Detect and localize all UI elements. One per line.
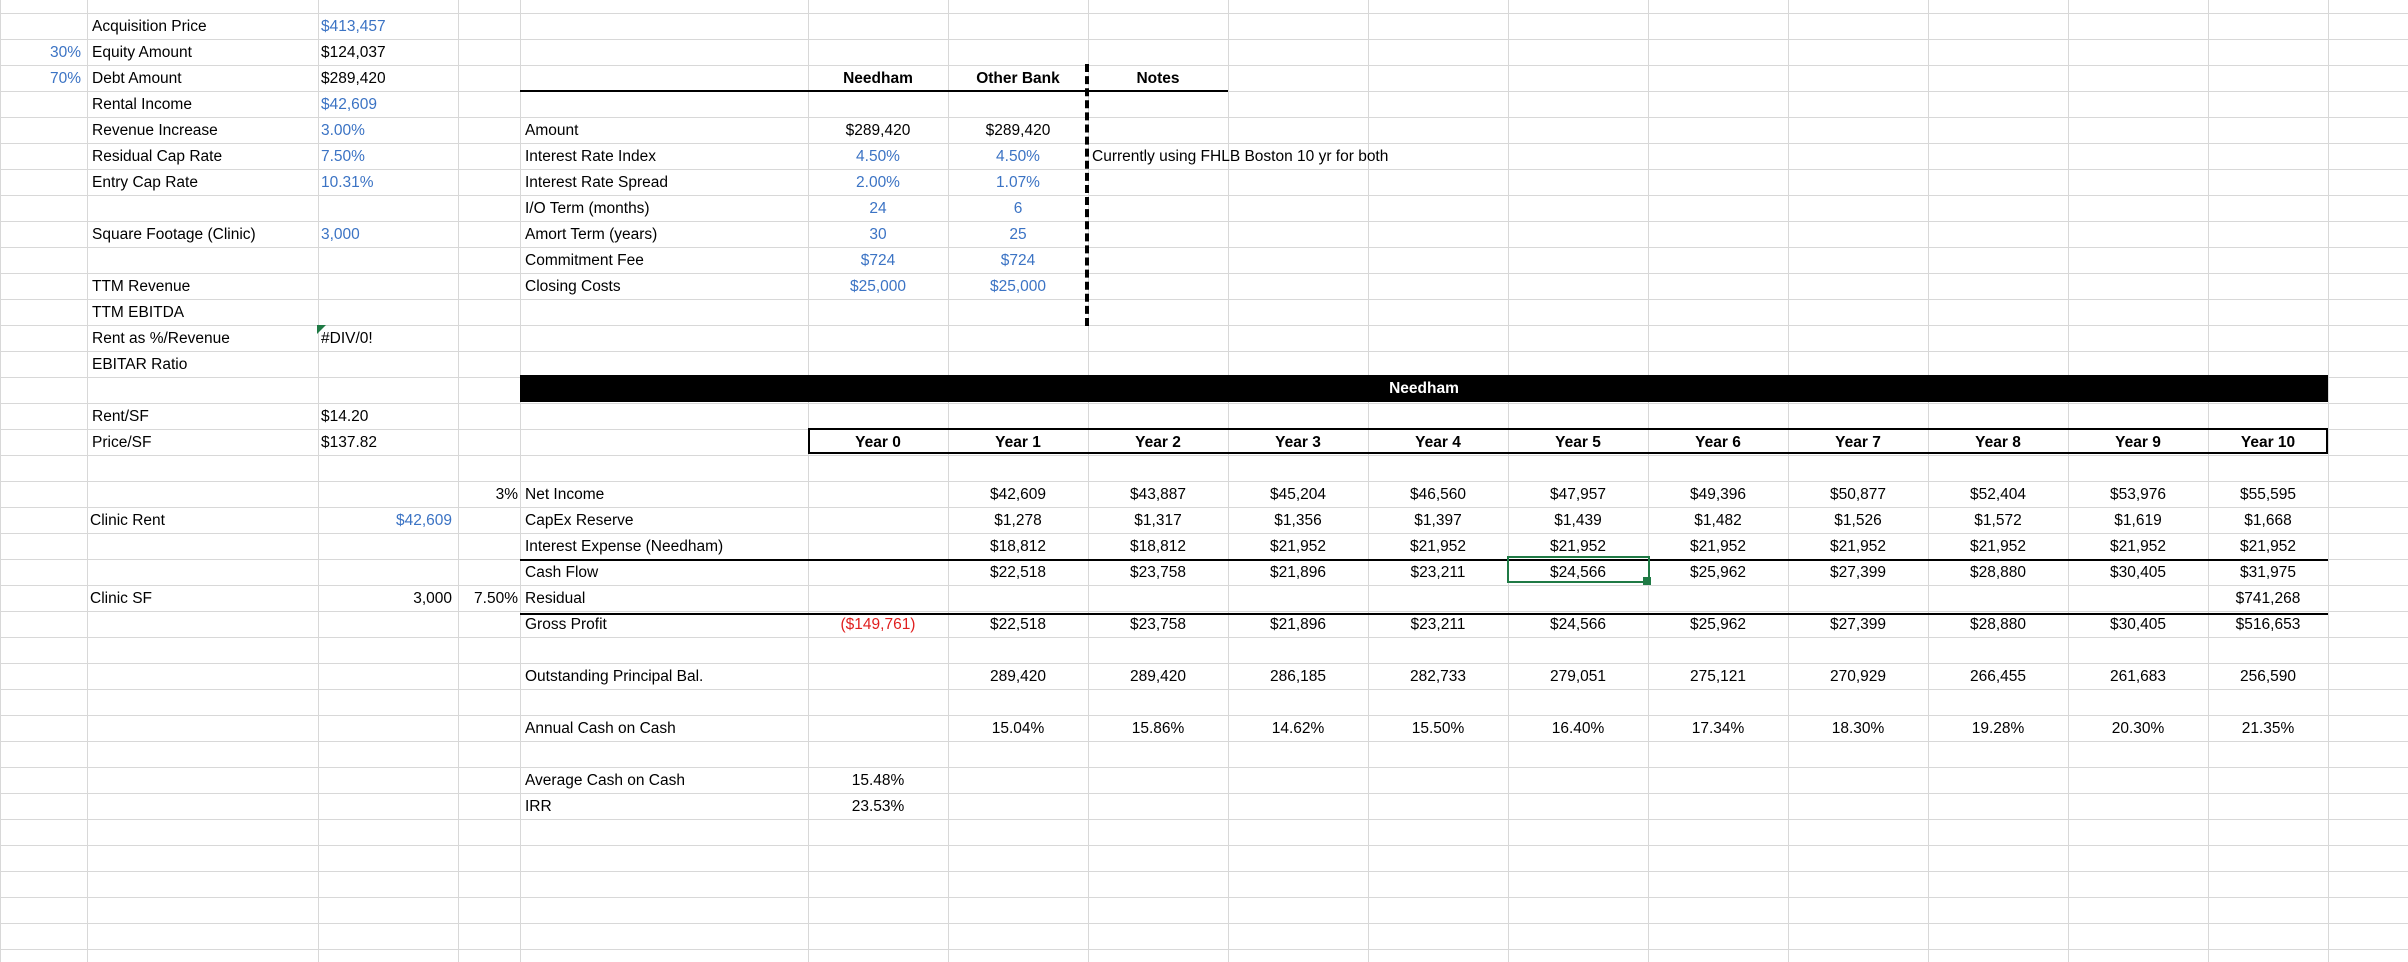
projection-cell[interactable]: ($149,761)	[840, 616, 916, 633]
coc-cell[interactable]: 15.50%	[1411, 720, 1465, 737]
summary-value[interactable]: 15.48%	[851, 772, 905, 789]
projection-cell[interactable]: $30,405	[2109, 616, 2167, 633]
assumption-pct[interactable]: 30%	[49, 44, 81, 61]
principal-cell[interactable]: 261,683	[2109, 668, 2167, 685]
assumption-label[interactable]: Equity Amount	[92, 44, 192, 61]
assumption-label[interactable]: Rental Income	[92, 96, 192, 113]
projection-cell[interactable]: $22,518	[989, 616, 1047, 633]
projection-cell[interactable]: $1,397	[1414, 512, 1462, 529]
projection-cell[interactable]: $1,619	[2114, 512, 2162, 529]
financing-other-value[interactable]: $289,420	[985, 122, 1051, 139]
projection-cell[interactable]: $46,560	[1409, 486, 1467, 503]
principal-cell[interactable]: 286,185	[1269, 668, 1327, 685]
projection-cell[interactable]: $53,976	[2109, 486, 2167, 503]
assumption-label[interactable]: Revenue Increase	[92, 122, 218, 139]
projection-cell[interactable]: $1,317	[1134, 512, 1182, 529]
coc-cell[interactable]: 17.34%	[1691, 720, 1745, 737]
financing-other-value[interactable]: 25	[1009, 226, 1027, 243]
projection-cell[interactable]: $27,399	[1829, 616, 1887, 633]
coc-label[interactable]: Annual Cash on Cash	[525, 720, 676, 737]
header-other-bank[interactable]: Other Bank	[976, 70, 1060, 87]
year-header[interactable]: Year 6	[1695, 434, 1741, 451]
projection-cell[interactable]: $25,962	[1689, 564, 1747, 581]
financing-needham-value[interactable]: 24	[869, 200, 887, 217]
assumption-label[interactable]: Rent/SF	[92, 408, 149, 425]
projection-cell[interactable]: $55,595	[2239, 486, 2297, 503]
projection-cell[interactable]: $21,952	[1689, 538, 1747, 555]
financing-label[interactable]: Closing Costs	[525, 278, 621, 295]
financing-note[interactable]: Currently using FHLB Boston 10 yr for both	[1092, 148, 1389, 165]
financing-needham-value[interactable]: $724	[860, 252, 896, 269]
projection-cell[interactable]: $22,518	[989, 564, 1047, 581]
coc-cell[interactable]: 18.30%	[1831, 720, 1885, 737]
clinic-sf-value[interactable]: 3,000	[413, 590, 452, 607]
clinic-rent-value[interactable]: $42,609	[395, 512, 452, 529]
projection-cell[interactable]: $45,204	[1269, 486, 1327, 503]
assumption-value[interactable]: $14.20	[321, 408, 369, 425]
projection-cell[interactable]: $1,356	[1274, 512, 1322, 529]
projection-row-label[interactable]: CapEx Reserve	[525, 512, 634, 529]
financing-label[interactable]: Commitment Fee	[525, 252, 644, 269]
assumption-label[interactable]: Square Footage (Clinic)	[92, 226, 256, 243]
year-header[interactable]: Year 2	[1135, 434, 1181, 451]
projection-cell[interactable]: $52,404	[1969, 486, 2027, 503]
year-header[interactable]: Year 10	[2240, 434, 2296, 451]
projection-cell[interactable]: $741,268	[2235, 590, 2301, 607]
year-header[interactable]: Year 4	[1415, 434, 1461, 451]
clinic-rent-label[interactable]: Clinic Rent	[90, 512, 165, 529]
year-header[interactable]: Year 3	[1275, 434, 1321, 451]
financing-other-value[interactable]: 6	[1013, 200, 1023, 217]
assumption-value[interactable]: 10.31%	[321, 174, 374, 191]
projection-cell[interactable]: $18,812	[989, 538, 1047, 555]
assumption-label[interactable]: Rent as %/Revenue	[92, 330, 230, 347]
projection-row-label[interactable]: Gross Profit	[525, 616, 607, 633]
principal-cell[interactable]: 282,733	[1409, 668, 1467, 685]
assumption-label[interactable]: EBITAR Ratio	[92, 356, 188, 373]
assumption-pct[interactable]: 70%	[49, 70, 81, 87]
residual-bottom-border	[520, 613, 2328, 615]
projection-banner-title: Needham	[1389, 380, 1459, 397]
assumption-value[interactable]: $42,609	[321, 96, 378, 113]
summary-value[interactable]: 23.53%	[851, 798, 905, 815]
assumption-label[interactable]: TTM Revenue	[92, 278, 191, 295]
projection-row-label[interactable]: Cash Flow	[525, 564, 599, 581]
growth-pct[interactable]: 3%	[495, 486, 518, 503]
financing-label[interactable]: Interest Rate Index	[525, 148, 656, 165]
projection-banner	[520, 375, 2328, 402]
projection-cell[interactable]: $24,566	[1549, 616, 1607, 633]
projection-cell[interactable]: $43,887	[1129, 486, 1187, 503]
projection-cell[interactable]: $31,975	[2239, 564, 2297, 581]
principal-cell[interactable]: 289,420	[989, 668, 1047, 685]
projection-row-label[interactable]: Interest Expense (Needham)	[525, 538, 724, 555]
coc-cell[interactable]: 14.62%	[1271, 720, 1325, 737]
notes-header-underline	[1088, 90, 1228, 92]
principal-cell[interactable]: 275,121	[1689, 668, 1747, 685]
assumption-label[interactable]: Residual Cap Rate	[92, 148, 223, 165]
financing-needham-value[interactable]: 30	[869, 226, 887, 243]
coc-cell[interactable]: 15.04%	[991, 720, 1045, 737]
coc-cell[interactable]: 16.40%	[1551, 720, 1605, 737]
cashflow-top-border	[520, 559, 2328, 561]
projection-cell[interactable]: $23,211	[1410, 616, 1466, 633]
year-header[interactable]: Year 9	[2115, 434, 2161, 451]
projection-row-label[interactable]: Residual	[525, 590, 586, 607]
financing-other-value[interactable]: $25,000	[989, 278, 1047, 295]
coc-cell[interactable]: 19.28%	[1971, 720, 2025, 737]
principal-cell[interactable]: 289,420	[1129, 668, 1187, 685]
assumption-label[interactable]: Entry Cap Rate	[92, 174, 198, 191]
projection-cell[interactable]: $30,405	[2109, 564, 2167, 581]
projection-cell[interactable]: $1,278	[994, 512, 1042, 529]
financing-label[interactable]: Interest Rate Spread	[525, 174, 669, 191]
projection-cell[interactable]: $23,758	[1129, 616, 1187, 633]
summary-label[interactable]: IRR	[525, 798, 552, 815]
selected-cell-outline[interactable]	[1507, 556, 1650, 583]
principal-cell[interactable]: 279,051	[1549, 668, 1607, 685]
assumption-value[interactable]: 3.00%	[321, 122, 365, 139]
coc-cell[interactable]: 21.35%	[2241, 720, 2295, 737]
projection-row-label[interactable]: Net Income	[525, 486, 605, 503]
projection-cell[interactable]: $1,482	[1694, 512, 1742, 529]
projection-cell[interactable]: $47,957	[1549, 486, 1607, 503]
financing-header-underline	[520, 90, 1088, 92]
assumption-value[interactable]: #DIV/0!	[321, 330, 373, 347]
clinic-rate[interactable]: 7.50%	[474, 590, 518, 607]
projection-cell[interactable]: $1,572	[1974, 512, 2022, 529]
coc-cell[interactable]: 20.30%	[2111, 720, 2165, 737]
projection-cell[interactable]: $21,896	[1269, 616, 1327, 633]
assumption-label[interactable]: TTM EBITDA	[92, 304, 185, 321]
principal-label[interactable]: Outstanding Principal Bal.	[525, 668, 704, 685]
assumption-value[interactable]: $413,457	[321, 18, 386, 35]
projection-cell[interactable]: $21,952	[1829, 538, 1887, 555]
assumption-label[interactable]: Price/SF	[92, 434, 152, 451]
assumption-value[interactable]: $289,420	[321, 70, 386, 87]
financing-label[interactable]: Amount	[525, 122, 579, 139]
year-header[interactable]: Year 0	[855, 434, 901, 451]
year-header[interactable]: Year 8	[1975, 434, 2021, 451]
principal-cell[interactable]: 256,590	[2239, 668, 2297, 685]
financing-needham-value[interactable]: 4.50%	[856, 148, 900, 165]
projection-cell[interactable]: $1,668	[2244, 512, 2292, 529]
projection-cell[interactable]: $21,952	[1969, 538, 2027, 555]
financing-other-value[interactable]: 4.50%	[996, 148, 1040, 165]
projection-cell[interactable]: $24,566	[1549, 564, 1607, 581]
summary-label[interactable]: Average Cash on Cash	[525, 772, 685, 789]
projection-cell[interactable]: $1,439	[1554, 512, 1602, 529]
projection-cell[interactable]: $21,896	[1269, 564, 1327, 581]
year-header[interactable]: Year 7	[1835, 434, 1881, 451]
financing-label[interactable]: I/O Term (months)	[525, 200, 650, 217]
principal-cell[interactable]: 266,455	[1969, 668, 2027, 685]
year-header[interactable]: Year 1	[995, 434, 1041, 451]
notes-divider	[1085, 64, 1089, 326]
financing-label[interactable]: Amort Term (years)	[525, 226, 658, 243]
principal-cell[interactable]: 270,929	[1829, 668, 1887, 685]
projection-cell[interactable]: $21,952	[1269, 538, 1327, 555]
projection-cell[interactable]: $28,880	[1969, 564, 2027, 581]
projection-cell[interactable]: $28,880	[1969, 616, 2027, 633]
assumption-value[interactable]: 3,000	[321, 226, 360, 243]
projection-cell[interactable]: $21,952	[1549, 538, 1607, 555]
fill-handle[interactable]	[1643, 577, 1651, 585]
projection-cell[interactable]: $21,952	[2239, 538, 2297, 555]
projection-cell[interactable]: $21,952	[2109, 538, 2167, 555]
assumption-value[interactable]: $137.82	[321, 434, 378, 451]
projection-cell[interactable]: $21,952	[1409, 538, 1467, 555]
financing-other-value[interactable]: $724	[1000, 252, 1036, 269]
projection-cell[interactable]: $49,396	[1689, 486, 1747, 503]
projection-cell[interactable]: $18,812	[1129, 538, 1187, 555]
projection-cell[interactable]: $42,609	[989, 486, 1047, 503]
header-needham[interactable]: Needham	[843, 70, 913, 87]
financing-needham-value[interactable]: 2.00%	[856, 174, 900, 191]
clinic-sf-label[interactable]: Clinic SF	[90, 590, 153, 607]
projection-cell[interactable]: $1,526	[1834, 512, 1882, 529]
assumption-label[interactable]: Debt Amount	[92, 70, 182, 87]
financing-needham-value[interactable]: $25,000	[849, 278, 907, 295]
year-header[interactable]: Year 5	[1555, 434, 1601, 451]
error-indicator-icon	[317, 325, 326, 334]
projection-cell[interactable]: $27,399	[1829, 564, 1887, 581]
projection-cell[interactable]: $516,653	[2235, 616, 2301, 633]
projection-cell[interactable]: $23,758	[1129, 564, 1187, 581]
financing-needham-value[interactable]: $289,420	[845, 122, 911, 139]
coc-cell[interactable]: 15.86%	[1131, 720, 1185, 737]
header-notes[interactable]: Notes	[1136, 70, 1180, 87]
assumption-label[interactable]: Acquisition Price	[92, 18, 207, 35]
projection-cell[interactable]: $23,211	[1410, 564, 1466, 581]
projection-cell[interactable]: $25,962	[1689, 616, 1747, 633]
financing-other-value[interactable]: 1.07%	[996, 174, 1040, 191]
assumption-value[interactable]: $124,037	[321, 44, 386, 61]
projection-cell[interactable]: $50,877	[1829, 486, 1887, 503]
assumption-value[interactable]: 7.50%	[321, 148, 365, 165]
